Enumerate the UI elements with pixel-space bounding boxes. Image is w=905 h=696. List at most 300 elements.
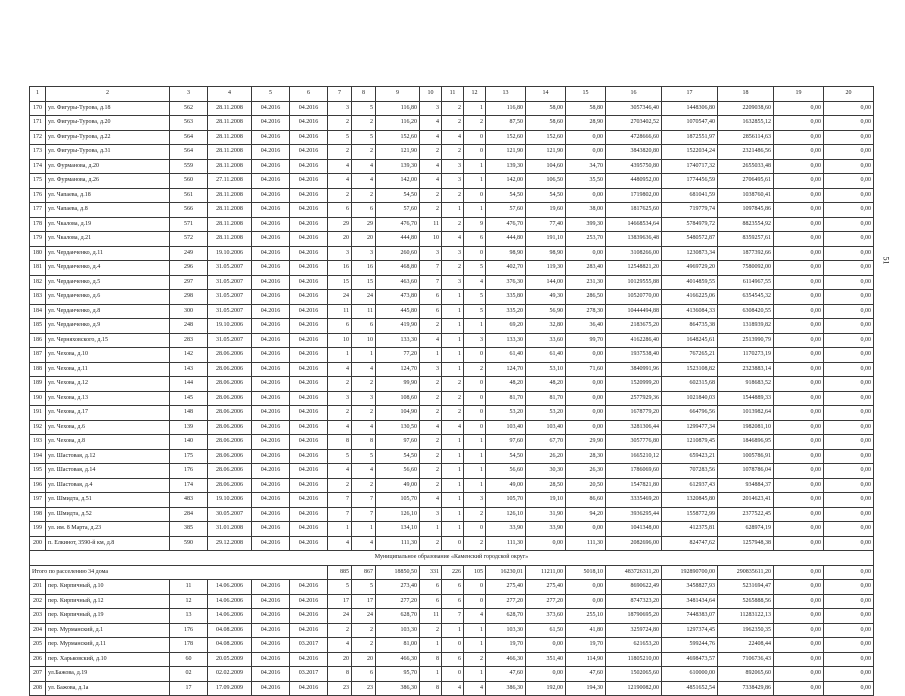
table-cell: 194 [30, 449, 46, 464]
table-cell: 1678779,20 [606, 406, 662, 421]
table-cell: 1297374,45 [662, 623, 718, 638]
table-cell: 2 [442, 101, 464, 116]
table-row [30, 275, 874, 290]
table-cell: 273,40 [376, 580, 420, 595]
table-cell: 04.2016 [290, 391, 328, 406]
table-cell: 04.2016 [252, 493, 290, 508]
table-cell: 17 [170, 681, 208, 696]
table-cell: 892065,60 [718, 667, 774, 682]
table-cell: 249 [170, 246, 208, 261]
table-cell: 231,30 [566, 275, 606, 290]
table-cell: 41,80 [566, 623, 606, 638]
table-body [30, 87, 874, 696]
table-cell: 8359257,61 [718, 232, 774, 247]
table-cell: 1 [442, 435, 464, 450]
table-cell: 172 [30, 130, 46, 145]
table-cell: 0 [464, 130, 486, 145]
table-cell: 628,70 [376, 609, 420, 624]
table-cell: ул. Черданченко, д.11 [46, 246, 170, 261]
table-cell: 2513990,79 [718, 333, 774, 348]
table-cell: 444,80 [486, 232, 526, 247]
table-cell: 4 [352, 362, 376, 377]
table-cell: 04.2016 [252, 116, 290, 131]
table-cell: 0,00 [774, 522, 824, 537]
table-cell: 6 [420, 594, 442, 609]
table-row [30, 493, 874, 508]
table-cell: 17.09.2009 [208, 681, 252, 696]
table-cell: 130,50 [376, 420, 420, 435]
table-cell: 28,30 [566, 449, 606, 464]
table-cell: 0,00 [774, 609, 824, 624]
table-cell: 1210879,45 [662, 435, 718, 450]
table-cell: ул. Чапаева, д.8 [46, 203, 170, 218]
table-cell: 3 [442, 159, 464, 174]
table-cell: 1 [442, 478, 464, 493]
table-cell: 04.2016 [252, 580, 290, 595]
table-cell: ул. Фигуры-Турова, д.20 [46, 116, 170, 131]
table-cell: 386,30 [376, 681, 420, 696]
table-cell: 3 [352, 391, 376, 406]
table-cell: 612937,43 [662, 478, 718, 493]
table-cell: 04.2016 [252, 406, 290, 421]
table-cell: 0,00 [824, 203, 874, 218]
table-cell: 602315,68 [662, 377, 718, 392]
table-cell: 6 [352, 319, 376, 334]
table-cell: 6 [420, 290, 442, 305]
table-cell: ул. Шастовая, д.12 [46, 449, 170, 464]
table-cell: 3 [420, 507, 442, 522]
table-cell: 174 [170, 478, 208, 493]
table-cell: 11 [328, 304, 352, 319]
table-cell: 98,90 [526, 246, 566, 261]
resettlement-register-table [29, 86, 874, 696]
table-row [30, 319, 874, 334]
table-cell: 2 [328, 145, 352, 160]
table-cell: 277,20 [376, 594, 420, 609]
table-cell: 10 [328, 333, 352, 348]
table-cell: ул. Чехова, д.8 [46, 435, 170, 450]
table-cell: 1097845,86 [718, 203, 774, 218]
table-cell: 04.2016 [252, 348, 290, 363]
table-cell: ул. Чкалова, д.21 [46, 232, 170, 247]
table-cell: 15 [328, 275, 352, 290]
table-cell: 121,90 [526, 145, 566, 160]
table-cell: ул. Шастовая, д.4 [46, 478, 170, 493]
table-cell: 2 [328, 478, 352, 493]
table-cell: 28.06.2006 [208, 406, 252, 421]
table-cell: 1 [464, 623, 486, 638]
table-cell: 1648245,61 [662, 333, 718, 348]
table-cell: 0,00 [824, 101, 874, 116]
table-cell: 103,30 [376, 623, 420, 638]
table-cell: 0,00 [824, 623, 874, 638]
table-cell: 0,00 [774, 623, 824, 638]
table-cell: 3 [464, 493, 486, 508]
section-row [30, 551, 874, 566]
table-cell: 105,70 [486, 493, 526, 508]
table-cell: 04.2016 [252, 667, 290, 682]
table-cell: 19,70 [486, 638, 526, 653]
table-cell: 0,00 [824, 420, 874, 435]
column-header: 8 [352, 87, 376, 102]
table-cell: 4851652,54 [662, 681, 718, 696]
table-cell: 28.11.2008 [208, 232, 252, 247]
table-cell: 1013982,64 [718, 406, 774, 421]
table-cell: п. Елкинот, 3590-й км, д.8 [46, 536, 170, 551]
table-cell: 16 [352, 261, 376, 276]
table-cell: 0,00 [774, 159, 824, 174]
table-cell: 192 [30, 420, 46, 435]
table-cell: ул. Фигуры-Турова, д.18 [46, 101, 170, 116]
table-cell: 11 [170, 580, 208, 595]
table-cell: 04.2016 [252, 420, 290, 435]
table-cell: 04.2016 [290, 493, 328, 508]
table-cell: 1170273,19 [718, 348, 774, 363]
table-cell: 49,30 [526, 290, 566, 305]
table-cell: 767265,21 [662, 348, 718, 363]
table-cell: 1 [442, 290, 464, 305]
table-cell: 2 [352, 145, 376, 160]
table-cell: 412375,81 [662, 522, 718, 537]
table-cell: 1 [442, 362, 464, 377]
table-cell: 8690622,49 [606, 580, 662, 595]
table-cell: 197 [30, 493, 46, 508]
table-cell: 0,00 [774, 145, 824, 160]
table-cell: 02 [170, 667, 208, 682]
table-cell: 1 [442, 522, 464, 537]
table-cell: 0,00 [824, 174, 874, 189]
table-cell: 176 [170, 464, 208, 479]
table-cell: 31.05.2007 [208, 290, 252, 305]
table-cell: 04.2016 [252, 681, 290, 696]
table-cell: 0,00 [824, 507, 874, 522]
table-cell: 139,30 [376, 159, 420, 174]
table-cell: 2 [420, 435, 442, 450]
table-cell: 142,00 [486, 174, 526, 189]
table-cell: 0,00 [774, 348, 824, 363]
table-cell: 7580092,00 [718, 261, 774, 276]
table-cell: 0,00 [774, 493, 824, 508]
table-cell: 11805210,00 [606, 652, 662, 667]
table-cell: 178 [170, 638, 208, 653]
table-cell: 175 [170, 449, 208, 464]
total-cell: 0,00 [824, 565, 874, 580]
table-cell: 19,60 [526, 203, 566, 218]
table-cell: 5231694,47 [718, 580, 774, 595]
table-cell: 621653,20 [606, 638, 662, 653]
table-cell: 152,60 [486, 130, 526, 145]
table-cell: 04.2016 [252, 435, 290, 450]
table-cell: 0,00 [824, 188, 874, 203]
table-cell: 0,00 [824, 478, 874, 493]
table-cell: 56,90 [526, 304, 566, 319]
table-cell: 29 [352, 217, 376, 232]
column-header: 18 [718, 87, 774, 102]
table-cell: 185 [30, 319, 46, 334]
table-cell: 2 [464, 652, 486, 667]
table-cell: 184 [30, 304, 46, 319]
table-cell: 283,40 [566, 261, 606, 276]
table-cell: 2082696,00 [606, 536, 662, 551]
table-cell: 5 [328, 449, 352, 464]
table-row [30, 348, 874, 363]
table-cell: 144 [170, 377, 208, 392]
table-cell: 121,90 [376, 145, 420, 160]
table-cell: 3 [442, 275, 464, 290]
table-cell: 1 [442, 203, 464, 218]
table-cell: 0,00 [566, 406, 606, 421]
table-cell: 0,00 [824, 580, 874, 595]
table-cell: 04.2016 [252, 174, 290, 189]
table-cell: 6 [352, 667, 376, 682]
table-cell: 4 [328, 362, 352, 377]
table-row [30, 304, 874, 319]
table-cell: 14668534,64 [606, 217, 662, 232]
table-cell: 0 [464, 246, 486, 261]
table-cell: 466,30 [486, 652, 526, 667]
table-cell: 179 [30, 232, 46, 247]
table-cell: 193 [30, 435, 46, 450]
table-cell: 19,70 [566, 638, 606, 653]
table-cell: 14.06.2006 [208, 594, 252, 609]
table-cell: 04.2016 [252, 362, 290, 377]
table-cell: 0,00 [566, 246, 606, 261]
table-cell: 04.2016 [290, 304, 328, 319]
table-cell: 1522034,24 [662, 145, 718, 160]
table-cell: 4 [328, 159, 352, 174]
table-cell: 1 [352, 348, 376, 363]
table-cell: 0 [464, 188, 486, 203]
table-cell: 6 [328, 319, 352, 334]
table-cell: 335,20 [486, 304, 526, 319]
table-cell: ул. Чапаева, д.18 [46, 188, 170, 203]
table-cell: 145 [170, 391, 208, 406]
table-cell: ул. Фурманова, д.26 [46, 174, 170, 189]
table-cell: 0,00 [824, 290, 874, 305]
table-cell: 58,80 [566, 101, 606, 116]
column-header: 10 [420, 87, 442, 102]
table-cell: 176 [170, 623, 208, 638]
table-cell: 3 [464, 333, 486, 348]
table-cell: 111,30 [486, 536, 526, 551]
table-cell: 27.11.2008 [208, 174, 252, 189]
table-cell: 1 [442, 507, 464, 522]
table-cell: 0,00 [566, 188, 606, 203]
table-cell: 6 [328, 203, 352, 218]
table-cell: 16 [328, 261, 352, 276]
table-cell: ул. Черняховского, д.15 [46, 333, 170, 348]
table-cell: 0,00 [824, 319, 874, 334]
table-cell: 0,00 [774, 319, 824, 334]
table-cell: 0,00 [566, 580, 606, 595]
table-cell: 2 [420, 406, 442, 421]
table-row [30, 420, 874, 435]
table-cell: 5480572,87 [662, 232, 718, 247]
table-cell: 4 [352, 464, 376, 479]
table-cell: 188 [30, 362, 46, 377]
table-cell: 53,20 [486, 406, 526, 421]
table-cell: 283 [170, 333, 208, 348]
table-cell: 0,00 [774, 464, 824, 479]
table-cell: 04.2016 [290, 362, 328, 377]
table-cell: 7338429,86 [718, 681, 774, 696]
table-cell: 463,60 [376, 275, 420, 290]
table-cell: 2856114,63 [718, 130, 774, 145]
table-cell: ул. Фигуры-Турова, д.31 [46, 145, 170, 160]
table-cell: 31,90 [526, 507, 566, 522]
table-cell: 0,00 [824, 493, 874, 508]
table-cell: 0,00 [774, 304, 824, 319]
table-cell: пер. Мурманский, д.11 [46, 638, 170, 653]
table-cell: ул. Шмидта, д.52 [46, 507, 170, 522]
table-cell: 1230873,34 [662, 246, 718, 261]
table-cell: 28.06.2006 [208, 362, 252, 377]
table-cell: 103,30 [486, 623, 526, 638]
table-cell: 11283122,13 [718, 609, 774, 624]
table-cell: 4480952,00 [606, 174, 662, 189]
table-cell: 24 [352, 609, 376, 624]
table-cell: 04.2016 [290, 536, 328, 551]
table-cell: 3259724,80 [606, 623, 662, 638]
table-cell: 61,40 [526, 348, 566, 363]
table-row [30, 522, 874, 537]
table-cell: 4 [352, 174, 376, 189]
table-cell: 4 [352, 536, 376, 551]
table-cell: 559 [170, 159, 208, 174]
table-cell: 6354545,32 [718, 290, 774, 305]
table-cell: 3057776,80 [606, 435, 662, 450]
table-cell: 610000,00 [662, 667, 718, 682]
table-cell: 12190082,00 [606, 681, 662, 696]
table-cell: 133,30 [376, 333, 420, 348]
table-cell: 4 [442, 681, 464, 696]
table-row [30, 333, 874, 348]
table-cell: ул. Чехова, д.17 [46, 406, 170, 421]
table-cell: 1877392,66 [718, 246, 774, 261]
table-cell: 7 [328, 507, 352, 522]
table-cell: 2 [328, 377, 352, 392]
table-cell: 53,10 [526, 362, 566, 377]
table-cell: ул. Фигуры-Турова, д.22 [46, 130, 170, 145]
table-cell: 296 [170, 261, 208, 276]
table-cell: 0 [442, 667, 464, 682]
table-cell: 0,00 [824, 536, 874, 551]
table-cell: 4969729,20 [662, 261, 718, 276]
column-header: 11 [442, 87, 464, 102]
table-cell: 134,10 [376, 522, 420, 537]
table-cell: 1719802,00 [606, 188, 662, 203]
table-cell: ул. Черданченко, д.5 [46, 275, 170, 290]
table-cell: 54,50 [376, 449, 420, 464]
table-cell: 4 [464, 609, 486, 624]
table-cell: 24 [328, 609, 352, 624]
table-cell: 2321486,56 [718, 145, 774, 160]
table-cell: 48,20 [526, 377, 566, 392]
table-cell: 28.11.2008 [208, 130, 252, 145]
table-cell: 0,00 [774, 188, 824, 203]
table-cell: 205 [30, 638, 46, 653]
table-cell: 10 [420, 232, 442, 247]
table-cell: 180 [30, 246, 46, 261]
table-cell: 28.06.2006 [208, 435, 252, 450]
table-cell: 2 [352, 638, 376, 653]
table-cell: 6 [352, 203, 376, 218]
table-cell: 81,70 [486, 391, 526, 406]
table-cell: 6 [420, 580, 442, 595]
table-cell: ул.Бажова, д.19 [46, 667, 170, 682]
table-cell: 7 [420, 261, 442, 276]
table-cell: 20 [328, 232, 352, 247]
table-cell: 119,30 [526, 261, 566, 276]
table-cell: 4 [420, 174, 442, 189]
table-cell: 04.2016 [290, 145, 328, 160]
table-cell: 1 [352, 522, 376, 537]
table-cell: 3 [442, 174, 464, 189]
table-cell: 3458827,93 [662, 580, 718, 595]
total-cell: 105 [464, 565, 486, 580]
table-cell: 178 [30, 217, 46, 232]
table-row [30, 159, 874, 174]
table-cell: 54,50 [376, 188, 420, 203]
table-cell: 33,90 [486, 522, 526, 537]
table-cell: 32,80 [526, 319, 566, 334]
table-cell: 56,60 [376, 464, 420, 479]
table-cell: 2183675,20 [606, 319, 662, 334]
table-cell: 04.2016 [252, 217, 290, 232]
table-cell: 0,00 [774, 681, 824, 696]
table-cell: 19.10.2006 [208, 319, 252, 334]
table-row [30, 116, 874, 131]
table-cell: 8 [328, 435, 352, 450]
table-cell: 10 [352, 333, 376, 348]
table-cell: 23 [328, 681, 352, 696]
table-cell: 1544889,33 [718, 391, 774, 406]
table-cell: 19.10.2006 [208, 246, 252, 261]
table-cell: 116,80 [376, 101, 420, 116]
table-cell: 2 [352, 116, 376, 131]
table-cell: 1 [420, 667, 442, 682]
table-cell: 04.2016 [290, 580, 328, 595]
table-cell: 1038760,41 [718, 188, 774, 203]
table-cell: 20 [352, 232, 376, 247]
table-cell: 4 [420, 159, 442, 174]
table-cell: 140 [170, 435, 208, 450]
table-cell: 2 [420, 478, 442, 493]
table-cell: 0,00 [824, 406, 874, 421]
table-cell: 03.2017 [290, 667, 328, 682]
table-cell: 1 [464, 464, 486, 479]
table-cell: 04.2016 [252, 130, 290, 145]
table-cell: 04.2016 [252, 145, 290, 160]
table-cell: 1846896,95 [718, 435, 774, 450]
table-cell: 04.2016 [252, 377, 290, 392]
table-cell: 0,00 [824, 377, 874, 392]
table-cell: 1320845,80 [662, 493, 718, 508]
table-cell: 87,50 [486, 116, 526, 131]
table-cell: 628974,19 [718, 522, 774, 537]
table-cell: 659423,21 [662, 449, 718, 464]
table-cell: ул. Чехова, д.11 [46, 362, 170, 377]
table-cell: 2 [420, 464, 442, 479]
table-cell: 04.2016 [290, 435, 328, 450]
table-cell: 61,50 [526, 623, 566, 638]
table-cell: 28.11.2008 [208, 217, 252, 232]
table-cell: 191,10 [526, 232, 566, 247]
table-cell: 04.2016 [290, 522, 328, 537]
table-cell: 719779,74 [662, 203, 718, 218]
table-cell: 54,50 [486, 449, 526, 464]
table-cell: 4 [420, 116, 442, 131]
